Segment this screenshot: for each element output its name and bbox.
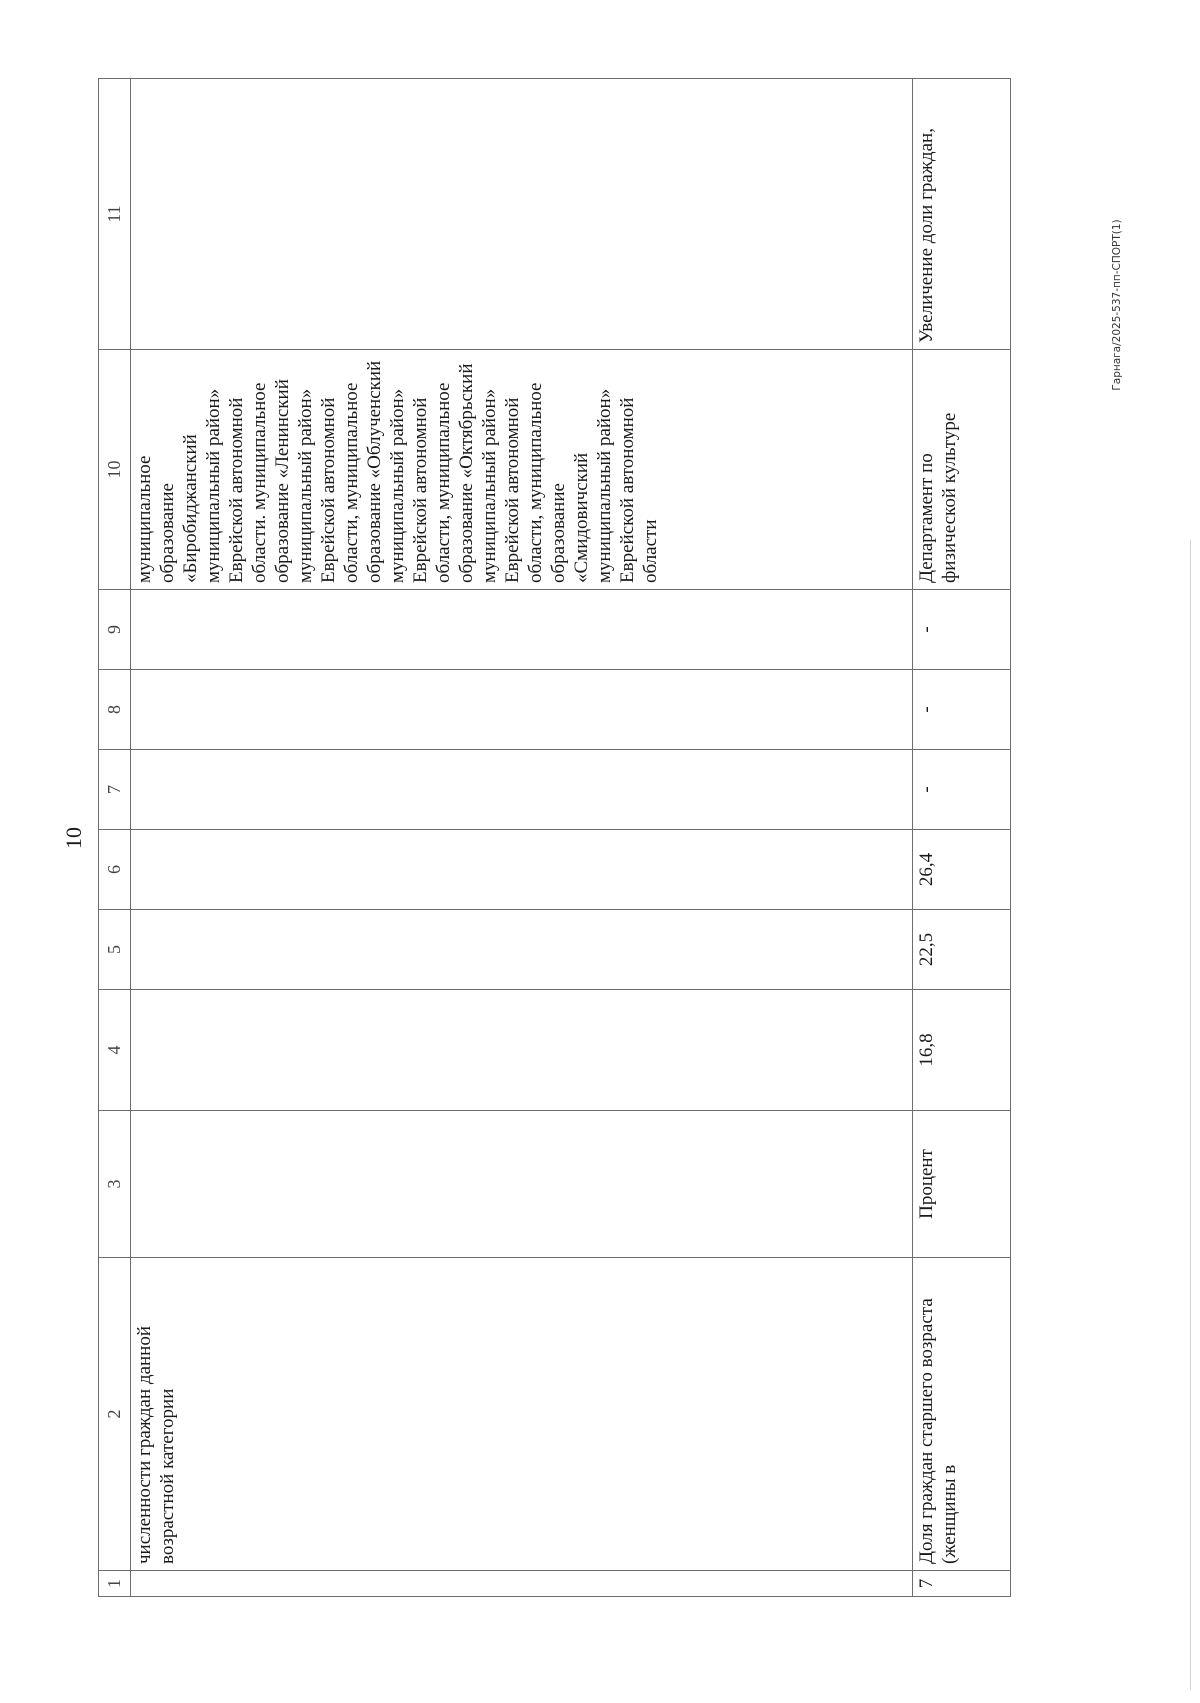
column-number-cell: 8 — [99, 670, 131, 750]
value-cell — [131, 990, 913, 1111]
column-number-cell: 5 — [99, 910, 131, 990]
value-cell — [131, 830, 913, 910]
column-number-cell: 10 — [99, 350, 131, 590]
row-number-cell: 7 — [913, 1571, 1011, 1597]
scan-edge-line — [1190, 540, 1191, 1690]
value-cell: - — [913, 750, 1011, 830]
result-cell — [131, 79, 913, 350]
value-cell — [131, 750, 913, 830]
value-cell — [131, 910, 913, 990]
responsible-cell: Департамент по физической культуре — [913, 350, 1011, 590]
indicator-name-cell: численности граждан данной возрастной категории — [131, 1258, 913, 1571]
value-cell — [131, 590, 913, 670]
indicator-name-cell: Доля граждан старшего возраста (женщины в — [913, 1258, 1011, 1571]
column-number-cell: 3 — [99, 1111, 131, 1258]
unit-cell: Процент — [913, 1111, 1011, 1258]
column-number-cell: 7 — [99, 750, 131, 830]
rotated-table-page — [61, 79, 1078, 1597]
page-number: 10 — [61, 827, 86, 849]
column-number-cell: 2 — [99, 1258, 131, 1571]
value-cell: - — [913, 670, 1011, 750]
table-row — [913, 79, 1011, 1597]
value-cell: - — [913, 590, 1011, 670]
column-number-cell: 4 — [99, 990, 131, 1111]
value-cell: 16,8 — [913, 990, 1011, 1111]
row-number-cell — [131, 1571, 913, 1597]
unit-cell — [131, 1111, 913, 1258]
value-cell: 26,4 — [913, 830, 1011, 910]
column-number-cell: 9 — [99, 590, 131, 670]
value-cell — [131, 670, 913, 750]
column-number-cell: 6 — [99, 830, 131, 910]
column-number-row — [99, 79, 131, 1597]
value-cell: 22,5 — [913, 910, 1011, 990]
responsible-cell: муниципальное образование «Биробиджанский муниципальный район» Еврейской автономной области. муниципальное образование «Ленинский муниципальный район» Еврейской автономной области, муниципальное образование «Облученский муниципальный район» Еврейской автономной области, муниципальное образование «Октябрьский муниципальный район» Еврейской автономной области, муниципальное образование «Смидовичский муниципальный район» Еврейской автономной области — [131, 350, 913, 590]
result-cell: Увеличение доли граждан, — [913, 79, 1011, 350]
column-number-cell: 11 — [99, 79, 131, 350]
column-number-cell: 1 — [99, 1571, 131, 1597]
table-row — [131, 79, 913, 1597]
document-stamp: Гарнага/2025-537-пп-СПОРТ(1) — [1111, 219, 1123, 391]
indicator-table — [98, 78, 1011, 1597]
